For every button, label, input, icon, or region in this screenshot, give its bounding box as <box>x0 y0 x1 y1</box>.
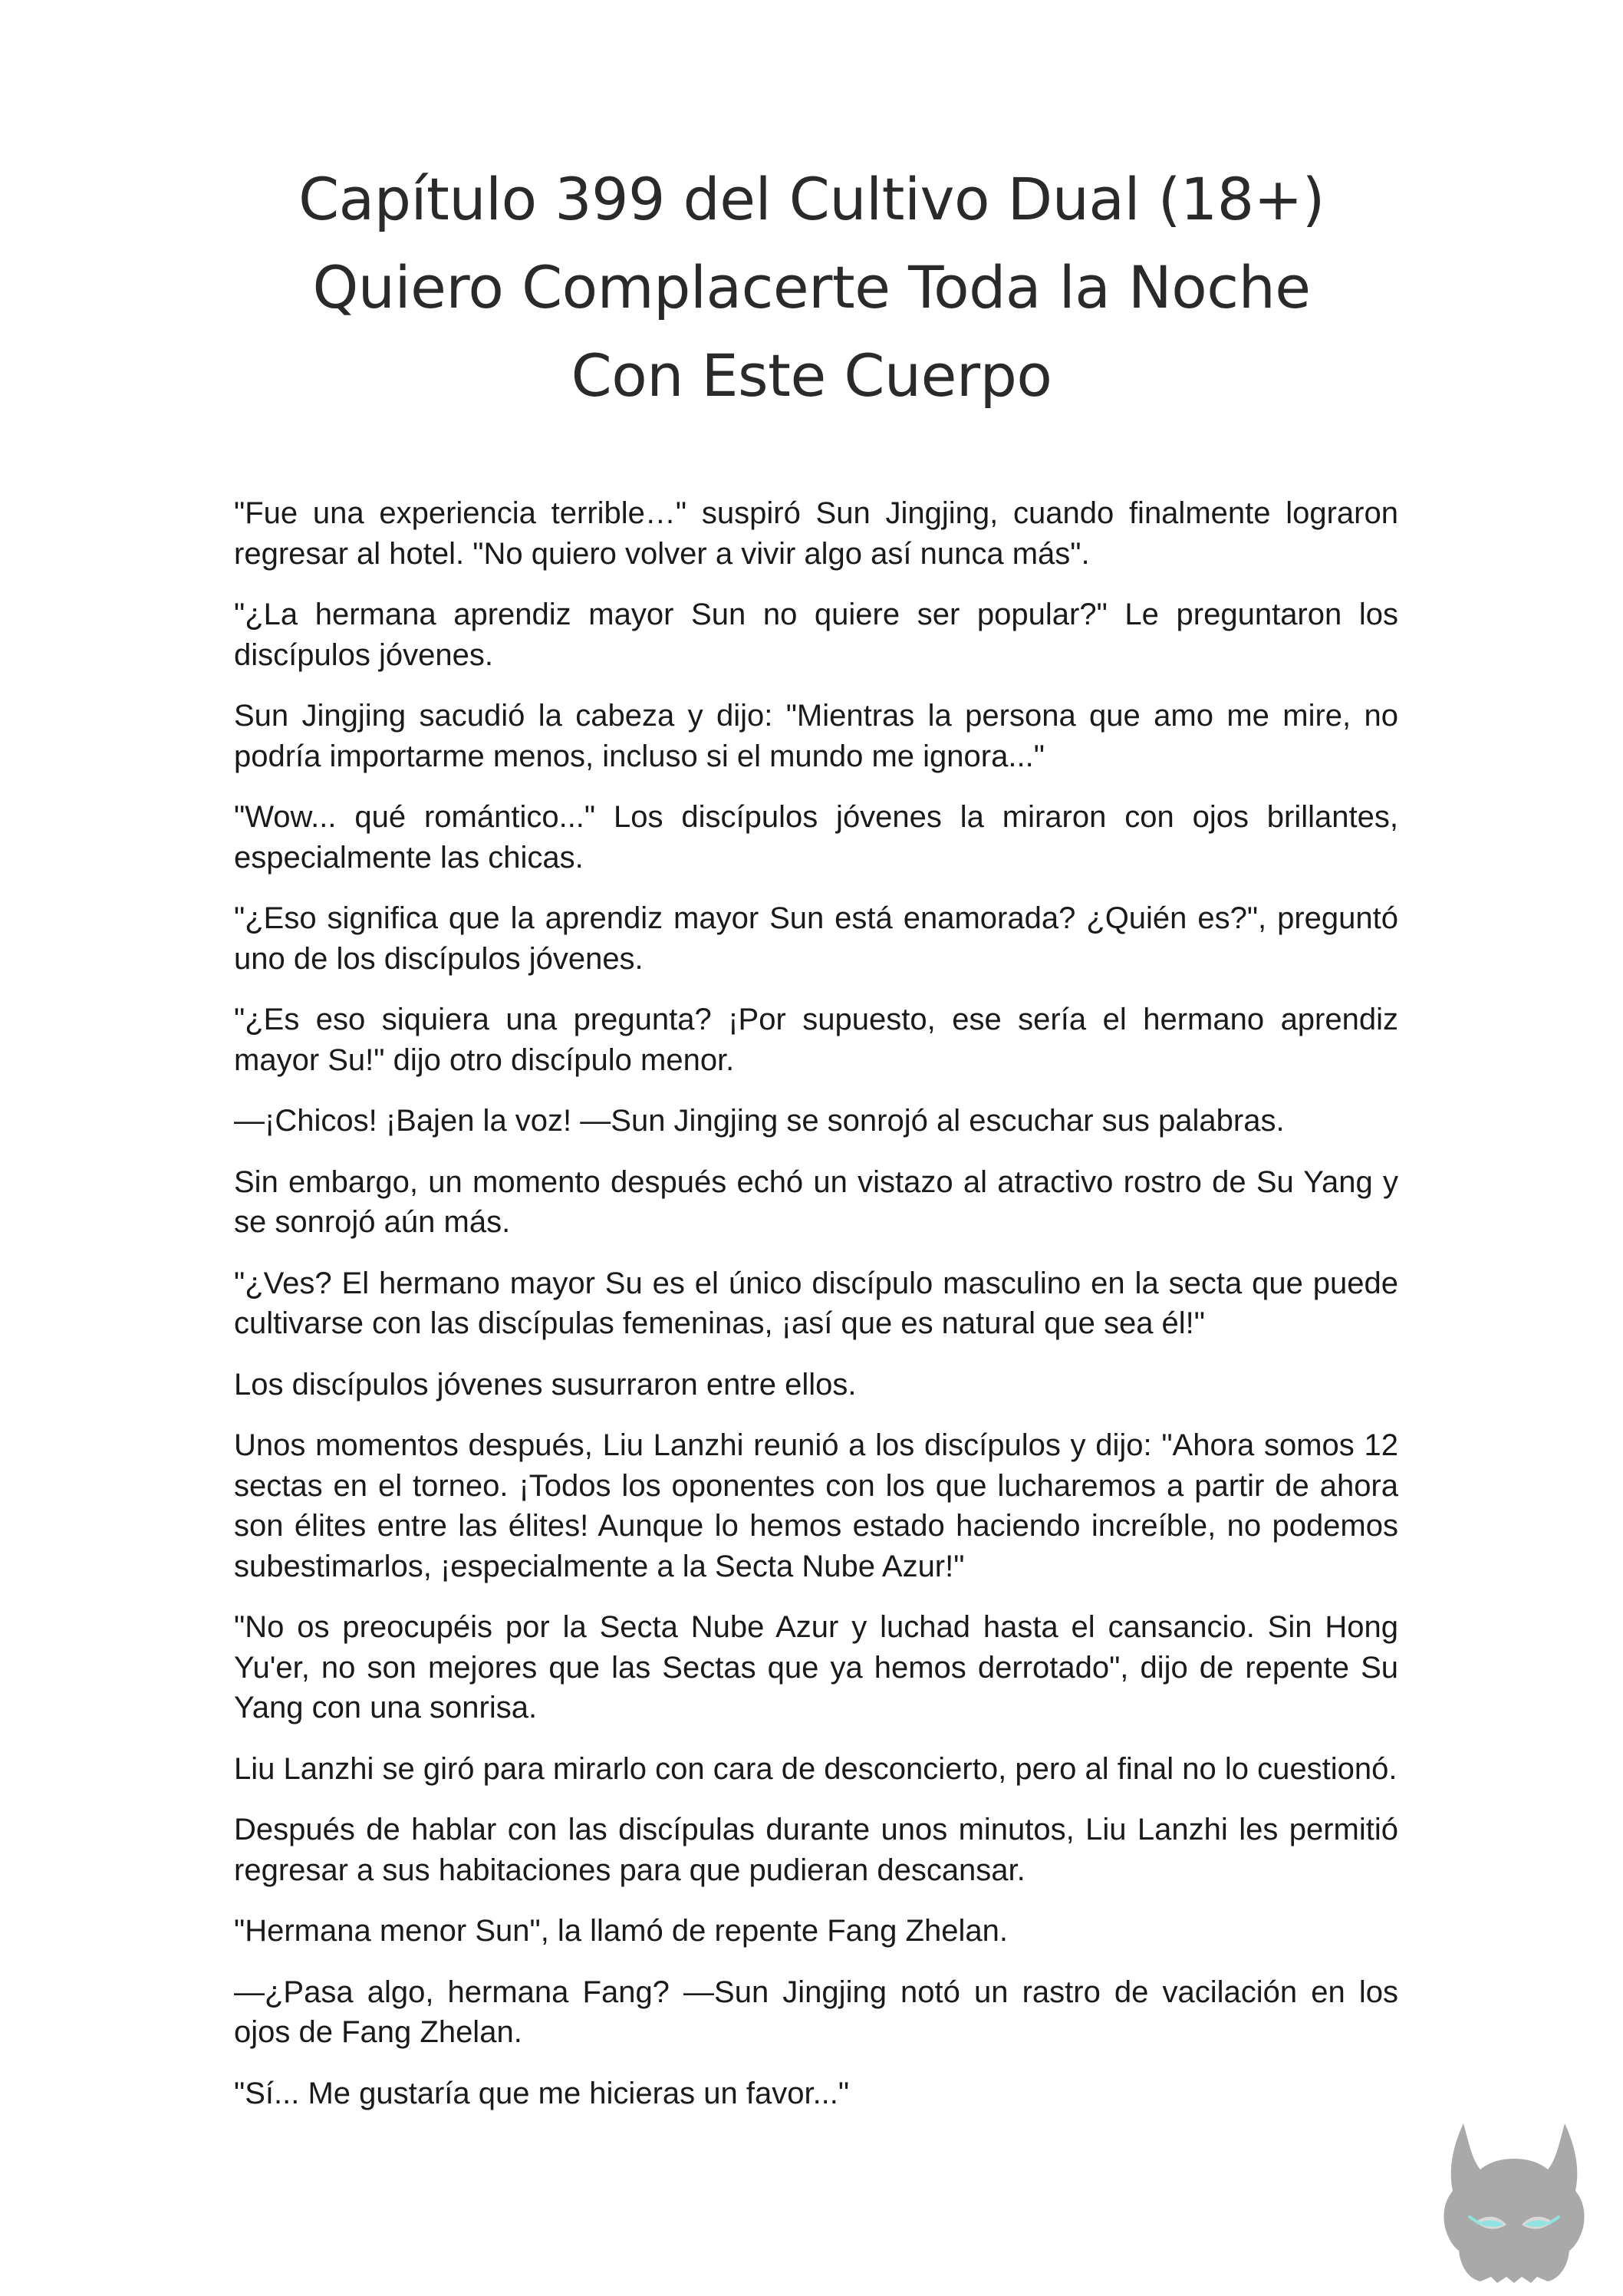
paragraph: Después de hablar con las discípulas durante unos minutos, Liu Lanzhi les permitió regresar a sus habitaciones para que pudieran descansar. <box>234 1813 1398 1887</box>
chapter-title-line: Con Este Cuerpo <box>571 341 1052 410</box>
paragraph: "Sí... Me gustaría que me hicieras un favor..." <box>234 2076 850 2110</box>
paragraph: "¿Eso significa que la aprendiz mayor Sun está enamorada? ¿Quién es?", preguntó uno de los discípulos jóvenes. <box>234 901 1398 976</box>
paragraph: "¿Es eso siquiera una pregunta? ¡Por supuesto, ese sería el hermano aprendiz mayor Su!" dijo otro discípulo menor. <box>234 1003 1398 1077</box>
paragraph: Sin embargo, un momento después echó un vistazo al atractivo rostro de Su Yang y se sonrojó aún más. <box>234 1164 1398 1239</box>
paragraph: Sun Jingjing sacudió la cabeza y dijo: "Mientras la persona que amo me mire, no podría importarme menos, incluso si el mundo me ignora..." <box>234 699 1398 773</box>
paragraph: Liu Lanzhi se giró para mirarlo con cara de desconcierto, pero al final no lo cuestionó. <box>234 1751 1397 1786</box>
paragraph: "Fue una experiencia terrible…" suspiró Sun Jingjing, cuando finalmente lograron regresar al hotel. "No quiero volver a vivir algo así nunca más". <box>234 496 1398 571</box>
paragraph: Los discípulos jóvenes susurraron entre ellos. <box>234 1367 857 1402</box>
paragraph: —¡Chicos! ¡Bajen la voz! —Sun Jingjing se sonrojó al escuchar sus palabras. <box>234 1104 1285 1138</box>
paragraph: "No os preocupéis por la Secta Nube Azur y luchad hasta el cansancio. Sin Hong Yu'er, no son mejores que las Sectas que ya hemos derrotado", dijo de repente Su Yang con una sonrisa. <box>234 1610 1398 1724</box>
paragraph: Unos momentos después, Liu Lanzhi reunió a los discípulos y dijo: "Ahora somos 12 sectas en el torneo. ¡Todos los oponentes con los que lucharemos a partir de ahora son élites entre las élites! Aunque lo hemos estado haciendo increíble, no podemos subestimarlos, ¡especialmente a la Secta Nube Azur!" <box>234 1428 1398 1583</box>
paragraph: "¿La hermana aprendiz mayor Sun no quiere ser popular?" Le preguntaron los discípulos jóvenes. <box>234 598 1398 672</box>
demon-head-icon <box>1433 2116 1595 2284</box>
chapter-title <box>0 155 1623 420</box>
paragraph: —¿Pasa algo, hermana Fang? —Sun Jingjing notó un rastro de vacilación en los ojos de Fang Zhelan. <box>234 1975 1398 2049</box>
chapter-body <box>234 493 1398 2134</box>
paragraph: "Hermana menor Sun", la llamó de repente Fang Zhelan. <box>234 1914 1008 1948</box>
paragraph: "Wow... qué romántico..." Los discípulos jóvenes la miraron con ojos brillantes, especialmente las chicas. <box>234 800 1398 875</box>
paragraph: "¿Ves? El hermano mayor Su es el único discípulo masculino en la secta que puede cultivarse con las discípulas femeninas, ¡así que es natural que sea él!" <box>234 1266 1398 1340</box>
chapter-title-line: Capítulo 399 del Cultivo Dual (18+) <box>298 165 1325 233</box>
chapter-title-line: Quiero Complacerte Toda la Noche <box>312 253 1311 321</box>
